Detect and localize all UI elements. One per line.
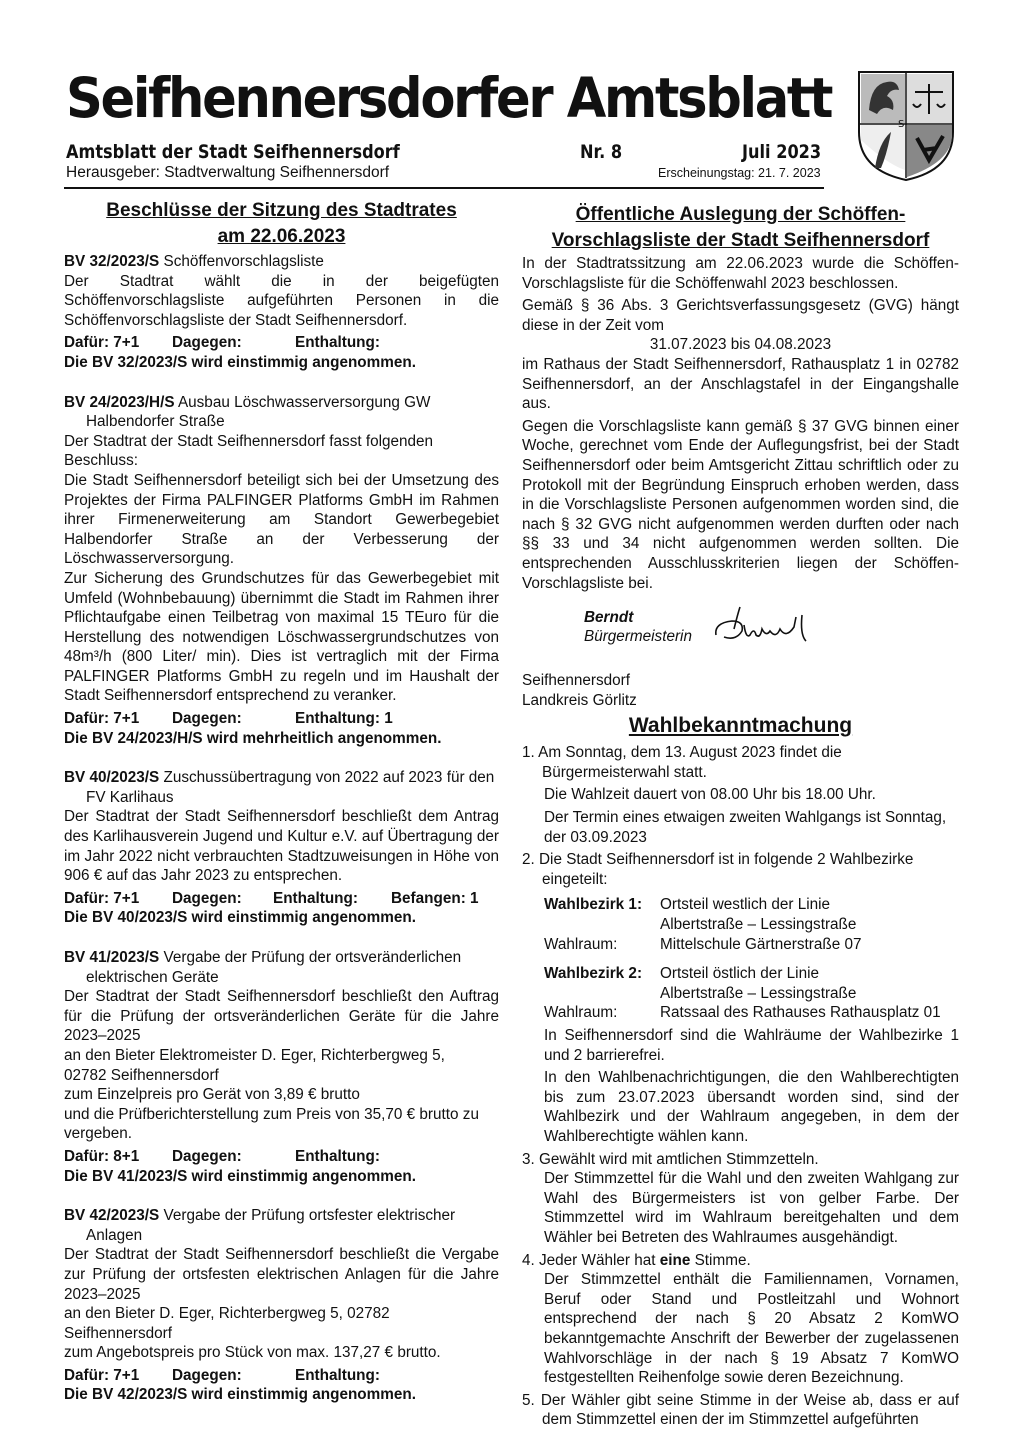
council-decisions-heading: Beschlüsse der Sitzung des Stadtrates am 22.06.2023 [106,200,457,247]
resolution-result: Die BV 40/2023/S wird einstimmig angenommen. [64,909,416,927]
district: Landkreis Görlitz [522,691,637,709]
jury-list-heading: Öffentliche Auslegung der Schöffen- Vorschlagsliste der Stadt Seifhennersdorf [551,204,930,251]
signature-block [522,605,959,649]
list-item: 4. Jeder Wähler hat eine Stimme. [522,1251,751,1269]
signer-role: Bürgermeisterin [584,628,692,646]
signer-name: Berndt [584,608,634,626]
resolution-bv40: BV 40/2023/S Zuschussübertragung von 2022 auf 2023 für den FV Karlihaus Der Stadtrat der Stadt Seifhennersdorf beschließt dem Antrag des Karlihausverein Jugend und Kultur e.V. auf Übertragung der im Jahr 2022 nicht verbrauchten Stadtzuweisungen in Höhe von 906 € auf das Jahr 2023 zu entsprechen. Dafür: 7+1 Dagegen: Enthaltung: Befangen: 1 Die BV 40/2023/S wird einstimmig angenommen. [64,769,499,927]
council-decisions-column [64,198,499,1405]
resolution-result: Die BV 41/2023/S wird einstimmig angenommen. [64,1167,416,1185]
notices-column: Öffentliche Auslegung der Schöffen- Vorschlagsliste der Stadt Seifhennersdorf In der Stadtratssitzung am 22.06.2023 wurde die Schöffen-Vorschlagsliste für die Schöffenwahl 2023 beschlossen. Gemäß § 36 Abs. 3 Gerichtsverfassungsgesetz (GVG) hängt diese in der Zeit vom 31.07.2023 bis 04.08.2023 im Rathaus der Stadt Seifhennersdorf, Rathausplatz 1 in 02782 Seifhennersdorf, an der Anschlagstafel in der Eingangshalle aus. Gegen die Vorschlagsliste kann gemäß § 37 GVG binnen einer Woche, gerechnet vom Ende der Auflegungsfrist, bei der Stadt Seifhennersdorf oder beim Amtsgericht Zittau schriftlich oder zu Protokoll mit der Begründung Einspruch erhoben werden, dass in die Vorschlagsliste Personen aufgenommen worden sind, die nach § 32 GVG nicht aufgenommen werden durften oder nach §§ 33 und 34 nicht aufgenommen werden sollten. Die entsprechenden Ausschlusskriterien liegen der Schöffen-Vorschlagsliste bei. Berndt Bürgermeisterin Seifhennersdorf Landkreis Görlitz Wahlbekanntmachung 1. Am Sonntag, dem 13. August 2023 findet die Bürgermeisterwahl statt. Die Wahlzeit dauert von 08.00 Uhr bis 18.00 Uhr. Der Termin eines etwaigen zweiten Wahlgangs ist Sonntag, der 03.09.2023 2. Die Stadt Seifhennersdorf ist in folgende 2 Wahlbezirke eingeteilt: Wahlbezirk 1: Ortsteil westlich der Linie Albertstraße – Lessingstraße Wahlraum: Mittelschule Gärtnerstraße 07 Wahlbezirk 2: Ortsteil östlich der Linie Albertstraße – Lessingstraße Wahlraum: Ratssaal des Rathauses Rathausplatz 01 In Seifhennersdorf sind die Wahlräume der Wahlbezirke 1 und 2 barrierefrei. In den Wahlbenachrichtigungen, die den Wahlberechtigten bis zum 23.07.2023 übersandt worden sind, sind der Wahlbezirk und der Wahlraum angegeben, in dem der Wahlberechtigte wählen kann. 3. Gewählt wird mit amtlichen Stimmzetteln. Der Stimmzettel für die Wahl und den zweiten Wahlgang zur Wahl des Bürgermeisters ist von gelber Farbe. Der Stimmzettel wird im Wahlraum bereitgehalten und dem Wähler bei Betreten des Wahlraumes ausgehändigt. 4. Jeder Wähler hat eine Stimme. Der Stimmzettel enthält die Familiennamen, Vornamen, Beruf oder Stand und Postleitzahl und Wohnort entsprechend der nach § 20 Absatz 2 KomWO bekanntgemachte Anschrift der Bewerber der zugelassenen Wahlvorschläge in der nach § 19 Absatz 7 KomWO festgestellten Reihenfolge sowie deren Bezeichnung. 5. Der Wähler gibt seine Stimme in der Weise ab, dass er auf dem Stimmzettel einen der im Stimmzettel aufgeführten [522,204,959,1429]
resolution-result: Die BV 24/2023/H/S wird mehrheitlich angenommen. [64,729,442,747]
district-2: Wahlbezirk 2: Ortsteil östlich der Linie Albertstraße – Lessingstraße Wahlraum: Ratssaal des Rathauses Rathausplatz 01 [544,965,941,1022]
resolution-bv24: BV 24/2023/H/S Ausbau Löschwasserversorgung GW Halbendorfer Straße Der Stadtrat der Stadt Seifhennersdorf fasst folgenden Beschluss: Die Stadt Seifhennersdorf beteiligt sich bei der Umsetzung des Projektes der Firma PALFINGER Platforms GmbH im Rahmen ihrer Firmenerweiterung am Standort Gewerbegebiet Halbendorfer Straße an der Verbesserung der Löschwasserversorgung. Zur Sicherung des Grundschutzes für das Gewerbegebiet mit Umfeld (Wohnbebauung) übernimmt die Stadt im Rahmen ihrer Pflichtaufgabe einen Teilbetrag von maximal 15 TEuro für die Herstellung des notwendigen Löschwassergrundschutzes von 48m³/h (800 Liter/ min). Dies ist vertraglich mit der Firma PALFINGER Platforms GmbH zu regeln und im Haushalt der Stadt Seifhennersdorf entsprechend zu veranker. Dafür: 7+1 Dagegen: Enthaltung: 1 Die BV 24/2023/H/S wird mehrheitlich angenommen. [64,393,499,747]
district-1: Wahlbezirk 1: Ortsteil westlich der Linie Albertstraße – Lessingstraße Wahlraum: Mittelschule Gärtnerstraße 07 [544,896,862,953]
list-item: 2. Die Stadt Seifhennersdorf ist in folgende 2 Wahlbezirke eingeteilt: [522,851,914,888]
publisher: Herausgeber: Stadtverwaltung Seifhennersdorf [66,164,390,181]
masthead-subtitle: Amtsblatt der Stadt Seifhennersdorf [66,141,400,163]
masthead-title: Seifhennersdorfer Amtsblatt [66,66,832,130]
list-item: 1. Am Sonntag, dem 13. August 2023 findet die Bürgermeisterwahl statt. [522,744,842,781]
vote-summary: Dafür: 7+1 Dagegen: Enthaltung: [64,1366,380,1384]
vote-summary: Dafür: 8+1 Dagegen: Enthaltung: [64,1147,380,1165]
vote-summary: Dafür: 7+1 Dagegen: Enthaltung: 1 [64,710,393,728]
resolution-bv41: BV 41/2023/S Vergabe der Prüfung der ortsveränderlichen elektrischen Geräte Der Stadtrat der Stadt Seifhennersdorf beschließt den Auftrag für die Prüfung der ortsveränderlichen Geräte für die Jahre 2023–2025 an den Bieter Elektromeister D. Eger, Richterbergweg 5, 02782 Seifhennersdorf zum Einzelpreis pro Gerät von 3,89 € brutto und die Prüfberichterstellung zum Preis von 35,70 € brutto zu vergeben. Dafür: 8+1 Dagegen: Enthaltung: Die BV 41/2023/S wird einstimmig angenommen. [64,949,499,1185]
coat-of-arms-icon [857,70,955,182]
svg-text:S: S [898,119,905,130]
issue-date: Juli 2023 [742,141,822,163]
list-item: 3. Gewählt wird mit amtlichen Stimmzetteln. [522,1150,819,1168]
resolution-bv32: BV 32/2023/S Schöffenvorschlagsliste Der Stadtrat wählt die in der beigefügten Schöffenvorschlagsliste aufgeführten Personen in die Schöffenvorschlagsliste der Stadt Seifhennersdorf. Dafür: 7+1 Dagegen: Enthaltung: Die BV 32/2023/S wird einstimmig angenommen. [64,253,499,371]
resolution-result: Die BV 42/2023/S wird einstimmig angenommen. [64,1386,416,1404]
display-period: 31.07.2023 bis 04.08.2023 [649,336,832,354]
election-notice-heading: Wahlbekanntmachung [628,714,853,738]
resolution-result: Die BV 32/2023/S wird einstimmig angenommen. [64,353,416,371]
publication-day: Erscheinungstag: 21. 7. 2023 [658,166,821,180]
masthead-rule [64,187,824,189]
place: Seifhennersdorf [522,672,630,690]
issue-number: Nr. 8 [580,141,623,163]
vote-summary: Dafür: 7+1 Dagegen: Enthaltung: Befangen: 1 [64,889,479,907]
resolution-bv42: BV 42/2023/S Vergabe der Prüfung ortsfester elektrischer Anlagen Der Stadtrat der Stadt Seifhennersdorf beschließt die Vergabe zur Prüfung der ortsfesten elektrischen Anlagen für die Jahre 2023–2025 an den Bieter D. Eger, Richterbergweg 5, 02782 Seifhennersdorf zum Angebotspreis pro Stück von max. 137,27 € brutto. Dafür: 7+1 Dagegen: Enthaltung: Die BV 42/2023/S wird einstimmig angenommen. [64,1207,499,1404]
list-item: 5. Der Wähler gibt seine Stimme in der Weise ab, dass er auf dem Stimmzettel einen der im Stimmzettel aufgeführten [522,1391,959,1429]
vote-summary: Dafür: 7+1 Dagegen: Enthaltung: [64,334,380,352]
signature-icon [710,605,820,649]
